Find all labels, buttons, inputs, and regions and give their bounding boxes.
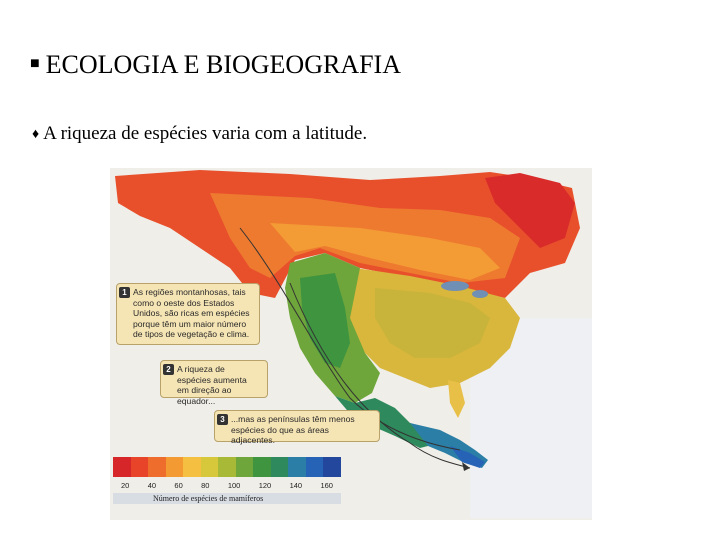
legend-swatch	[271, 457, 289, 477]
background-page-text	[505, 404, 507, 413]
legend-tick-label: 160	[320, 481, 333, 490]
species-richness-map-figure	[110, 168, 592, 520]
subtitle-bullet: ♦	[32, 127, 40, 142]
callout-1	[116, 283, 260, 345]
callout-1-number: 1	[119, 287, 130, 298]
species-count-legend	[113, 457, 341, 504]
legend-tick-label: 60	[174, 481, 183, 490]
legend-tick-label: 20	[121, 481, 130, 490]
slide-subtitle	[32, 123, 367, 145]
legend-tick-label: 80	[201, 481, 210, 490]
legend-swatch	[131, 457, 149, 477]
legend-swatch	[253, 457, 271, 477]
legend-color-bar	[113, 457, 341, 477]
legend-ticks	[113, 481, 341, 490]
callout-3-text: ...mas as penínsulas têm menos espécies do que as áreas adjacentes.	[231, 414, 355, 445]
callout-2-text: A riqueza de espécies aumenta em direção ao equador...	[177, 364, 247, 406]
legend-swatch	[113, 457, 131, 477]
legend-swatch	[306, 457, 324, 477]
callout-2	[160, 360, 268, 406]
legend-swatch	[201, 457, 219, 477]
subtitle-text: A riqueza de espécies varia com a latitude.	[43, 123, 368, 144]
callout-3	[214, 410, 380, 445]
legend-caption: Número de espécies de mamíferos	[113, 493, 341, 504]
legend-swatch	[218, 457, 236, 477]
legend-tick-label: 140	[289, 481, 303, 490]
legend-swatch	[166, 457, 184, 477]
great-lakes-east	[472, 290, 488, 298]
title-text: ECOLOGIA E BIOGEOGRAFIA	[45, 50, 401, 79]
legend-swatch	[323, 457, 341, 477]
callout-1-text: As regiões montanhosas, tais como o oeste dos Estados Unidos, são ricas em espécies porque têm um maior número de tipos de vegetação e clima.	[133, 287, 250, 339]
legend-swatch	[236, 457, 254, 477]
great-lakes	[441, 281, 469, 291]
legend-tick-label: 100	[227, 481, 241, 490]
legend-tick-label: 40	[147, 481, 157, 490]
legend-tick-label: 120	[258, 481, 272, 490]
slide-title	[30, 50, 401, 80]
legend-swatch	[148, 457, 166, 477]
legend-swatch	[183, 457, 201, 477]
callout-2-number: 2	[163, 364, 174, 375]
callout-3-number: 3	[217, 414, 228, 425]
title-bullet: ■	[30, 55, 40, 72]
legend-swatch	[288, 457, 306, 477]
